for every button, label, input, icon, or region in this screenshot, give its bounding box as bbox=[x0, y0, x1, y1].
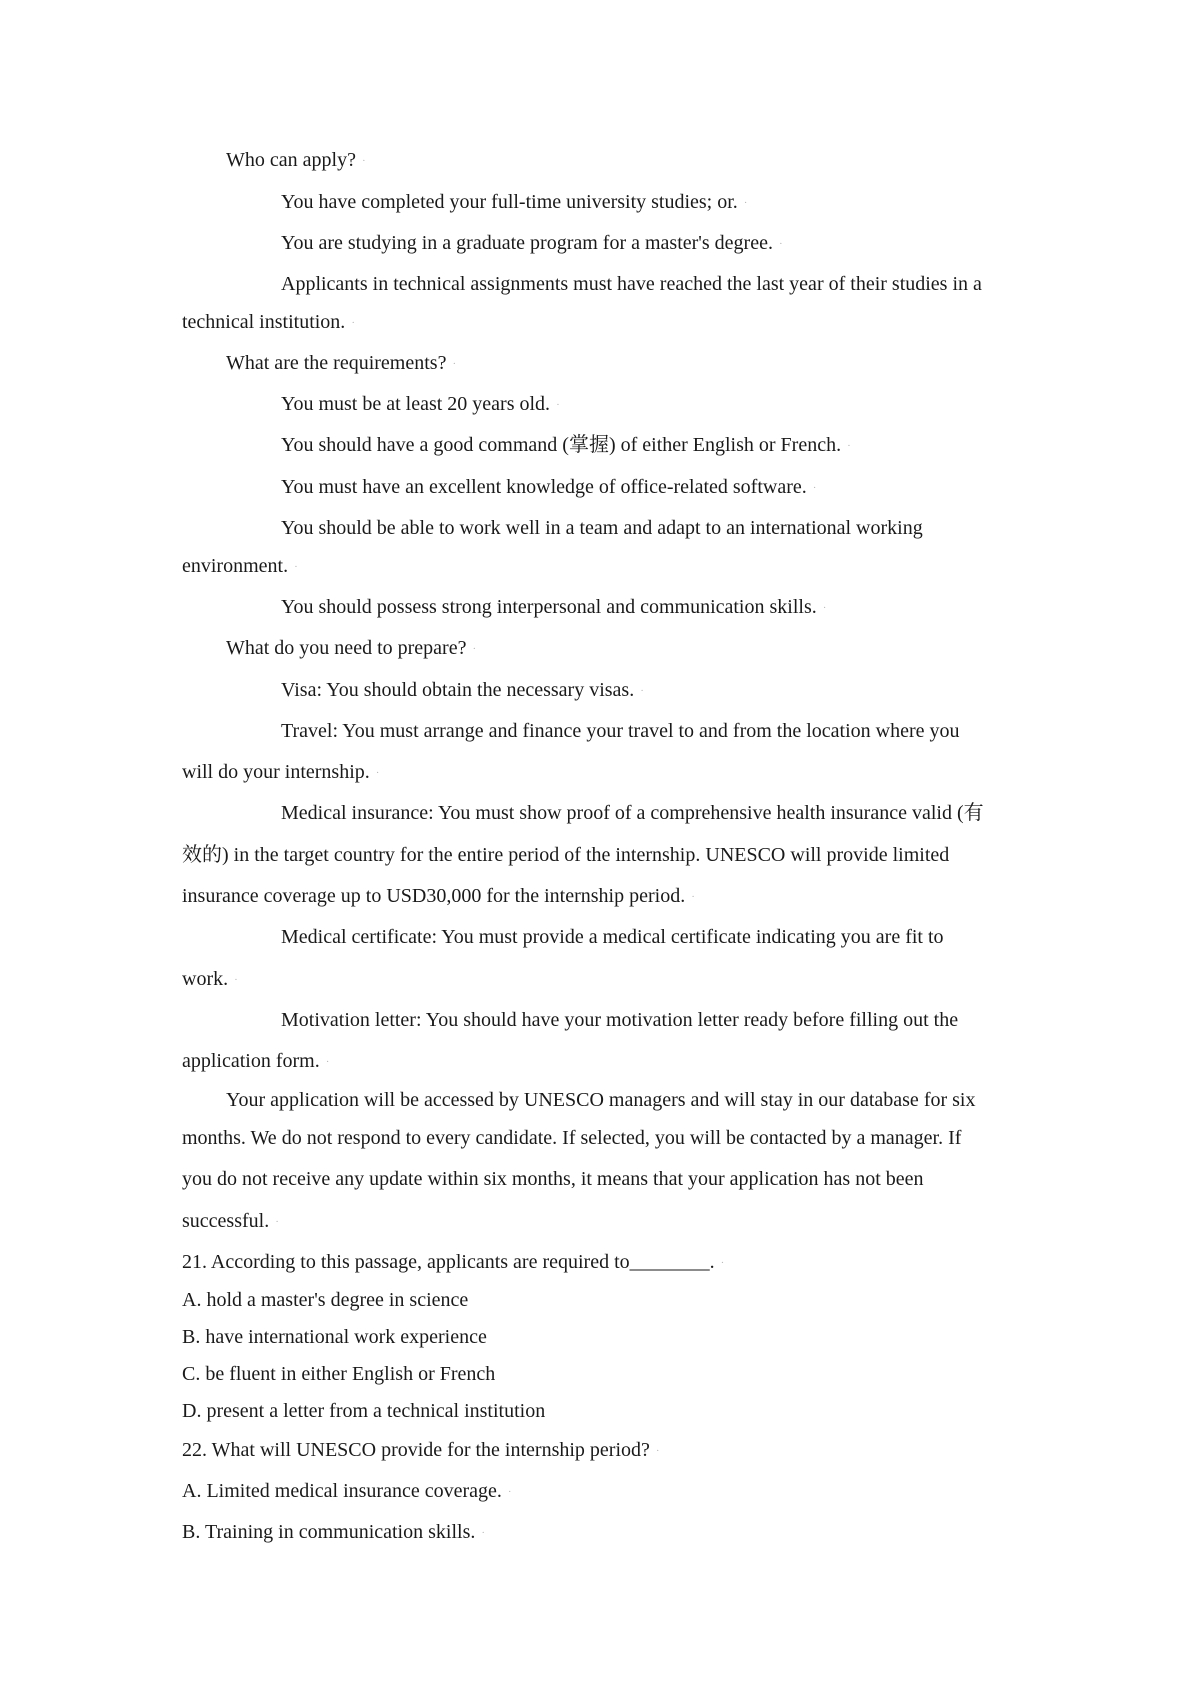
question-22-option-b: B. Training in communication skills. · bbox=[182, 1521, 486, 1543]
requirement-item: You should possess strong interpersonal and communication skills. · bbox=[281, 596, 827, 618]
section-heading-prepare: What do you need to prepare? · bbox=[226, 637, 477, 659]
requirement-item: You must have an excellent knowledge of office-related software. · bbox=[281, 476, 817, 498]
question-21-option-c: C. be fluent in either English or French bbox=[182, 1363, 496, 1385]
requirement-item: You must be at least 20 years old. · bbox=[281, 393, 560, 415]
question-22-option-a: A. Limited medical insurance coverage. · bbox=[182, 1480, 512, 1502]
question-21-option-a: A. hold a master's degree in science bbox=[182, 1289, 469, 1311]
preparation-item-visa: Visa: You should obtain the necessary visas. · bbox=[281, 679, 644, 701]
question-21-option-d: D. present a letter from a technical institution bbox=[182, 1400, 546, 1422]
preparation-item-medical-certificate: Medical certificate: You must provide a medical certificate indicating you are fit to bbox=[281, 926, 944, 948]
preparation-item-medical-insurance-continued: 效的) in the target country for the entire period of the internship. UNESCO will provide limited bbox=[182, 844, 950, 866]
question-21-option-b: B. have international work experience bbox=[182, 1326, 487, 1348]
requirement-item: You should have a good command (掌握) of either English or French. · bbox=[281, 434, 851, 456]
eligibility-item-continued: technical institution. · bbox=[182, 311, 355, 333]
preparation-item-travel: Travel: You must arrange and finance your travel to and from the location where you bbox=[281, 720, 960, 742]
section-heading-who-can-apply: Who can apply? · bbox=[226, 149, 366, 171]
section-heading-requirements: What are the requirements? · bbox=[226, 352, 457, 374]
closing-paragraph-line: you do not receive any update within six months, it means that your application has not been bbox=[182, 1168, 924, 1190]
closing-paragraph: Your application will be accessed by UNESCO managers and will stay in our database for six bbox=[226, 1089, 976, 1111]
eligibility-item: You have completed your full-time university studies; or. · bbox=[281, 191, 748, 213]
preparation-item-motivation-letter-continued: application form. · bbox=[182, 1050, 330, 1072]
question-21: 21. According to this passage, applicants are required to________. · bbox=[182, 1251, 725, 1273]
preparation-item-medical-certificate-continued: work. · bbox=[182, 968, 238, 990]
preparation-item-motivation-letter: Motivation letter: You should have your motivation letter ready before filling out the bbox=[281, 1009, 959, 1031]
preparation-item-travel-continued: will do your internship. · bbox=[182, 761, 380, 783]
question-22: 22. What will UNESCO provide for the internship period? · bbox=[182, 1439, 660, 1461]
eligibility-item: You are studying in a graduate program for a master's degree. · bbox=[281, 232, 783, 254]
closing-paragraph-line: successful. · bbox=[182, 1210, 279, 1232]
preparation-item-medical-insurance: Medical insurance: You must show proof of a comprehensive health insurance valid (有 bbox=[281, 802, 984, 824]
closing-paragraph-line: months. We do not respond to every candidate. If selected, you will be contacted by a manager. If bbox=[182, 1127, 962, 1149]
eligibility-item: Applicants in technical assignments must have reached the last year of their studies in a bbox=[281, 273, 982, 295]
preparation-item-medical-insurance-continued: insurance coverage up to USD30,000 for the internship period. · bbox=[182, 885, 695, 907]
requirement-item-continued: environment. · bbox=[182, 555, 298, 577]
requirement-item: You should be able to work well in a team and adapt to an international working bbox=[281, 517, 923, 539]
